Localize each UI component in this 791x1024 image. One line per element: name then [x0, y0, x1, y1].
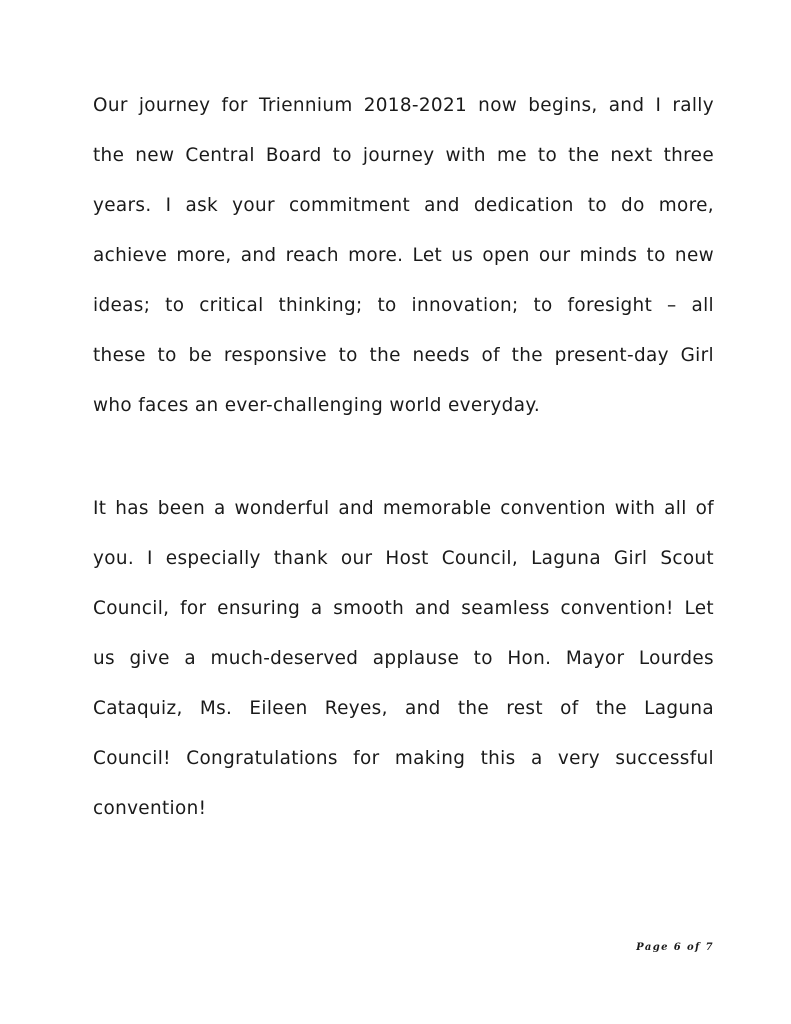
page-number: Page 6 of 7 [636, 942, 714, 953]
paragraph-line: convention! [93, 798, 207, 819]
paragraph-line: Council! Congratulations for making this a very successful [93, 748, 714, 769]
paragraph-line: the new Central Board to journey with me to the next three [93, 145, 714, 166]
paragraph-line: ideas; to critical thinking; to innovation; to foresight – all [93, 295, 714, 316]
paragraph-line: these to be responsive to the needs of the present-day Girl [93, 345, 714, 366]
paragraph-line: Council, for ensuring a smooth and seamless convention! Let [93, 598, 714, 619]
paragraph-line: It has been a wonderful and memorable convention with all of [93, 498, 714, 519]
paragraph-line: us give a much-deserved applause to Hon. Mayor Lourdes [93, 648, 714, 669]
paragraph-line: you. I especially thank our Host Council, Laguna Girl Scout [93, 548, 714, 569]
paragraph-line: Cataquiz, Ms. Eileen Reyes, and the rest of the Laguna [93, 698, 714, 719]
paragraph-line: achieve more, and reach more. Let us open our minds to new [93, 245, 714, 266]
paragraph-line: years. I ask your commitment and dedication to do more, [93, 195, 714, 216]
paragraph-line: Our journey for Triennium 2018-2021 now begins, and I rally [93, 95, 714, 116]
paragraph-line: who faces an ever-challenging world everyday. [93, 395, 541, 416]
